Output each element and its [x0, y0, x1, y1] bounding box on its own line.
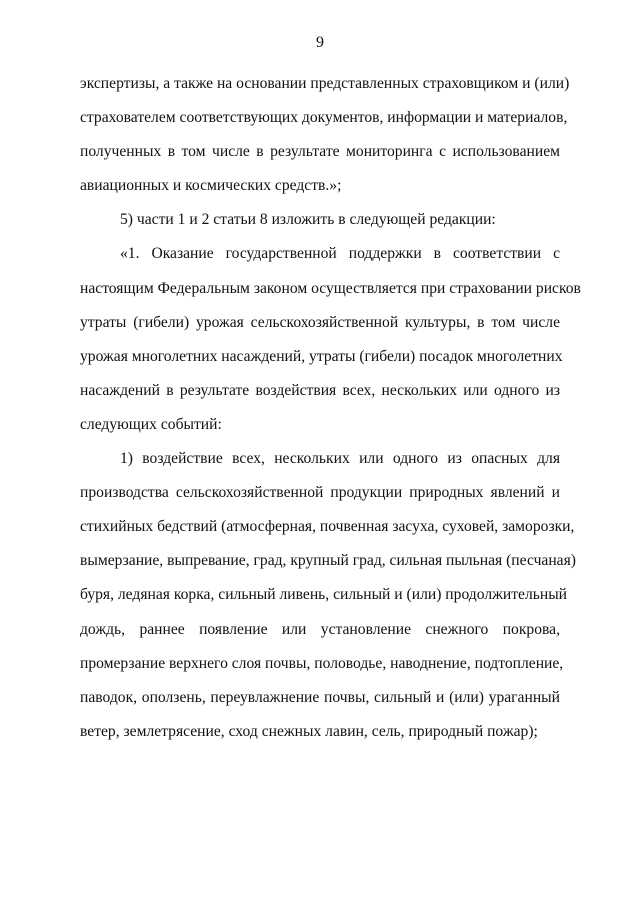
text-line: насаждений в результате воздействия всех, нескольких или одного из — [80, 381, 560, 399]
text-line: дождь, раннее появление или установление снежного покрова, — [80, 620, 560, 638]
text-line: 5) части 1 и 2 статьи 8 изложить в следующей редакции: — [120, 211, 496, 229]
text-line: утраты (гибели) урожая сельскохозяйственной культуры, в том числе — [80, 313, 560, 331]
text-line: настоящим Федеральным законом осуществляется при страховании рисков — [80, 279, 581, 297]
text-line: экспертизы, а также на основании представленных страховщиком и (или) — [80, 75, 570, 92]
text-line: вымерзание, выпревание, град, крупный град, сильная пыльная (песчаная) — [80, 552, 576, 570]
text-line: производства сельскохозяйственной продукции природных явлений и — [80, 484, 560, 502]
page-number: 9 — [316, 34, 324, 51]
text-line: 1) воздействие всех, нескольких или одного из опасных для — [120, 450, 560, 468]
text-line: буря, ледяная корка, сильный ливень, сильный и (или) продолжительный — [80, 586, 568, 604]
text-line: ветер, землетрясение, сход снежных лавин, сель, природный пожар); — [80, 722, 538, 740]
text-line: страхователем соответствующих документов, информации и материалов, — [80, 109, 568, 127]
text-line: урожая многолетних насаждений, утраты (гибели) посадок многолетних — [80, 347, 563, 365]
document-body — [80, 67, 581, 749]
text-line: авиационных и космических средств.»; — [80, 177, 342, 195]
text-line: промерзание верхнего слоя почвы, половодье, наводнение, подтопление, — [80, 654, 564, 672]
text-line: полученных в том числе в результате мониторинга с использованием — [80, 143, 560, 161]
text-line: стихийных бедствий (атмосферная, почвенная засуха, суховей, заморозки, — [80, 518, 575, 536]
text-line: «1. Оказание государственной поддержки в соответствии с — [120, 245, 560, 263]
text-line: паводок, оползень, переувлажнение почвы, сильный и (или) ураганный — [80, 688, 560, 706]
text-line: следующих событий: — [80, 415, 222, 433]
